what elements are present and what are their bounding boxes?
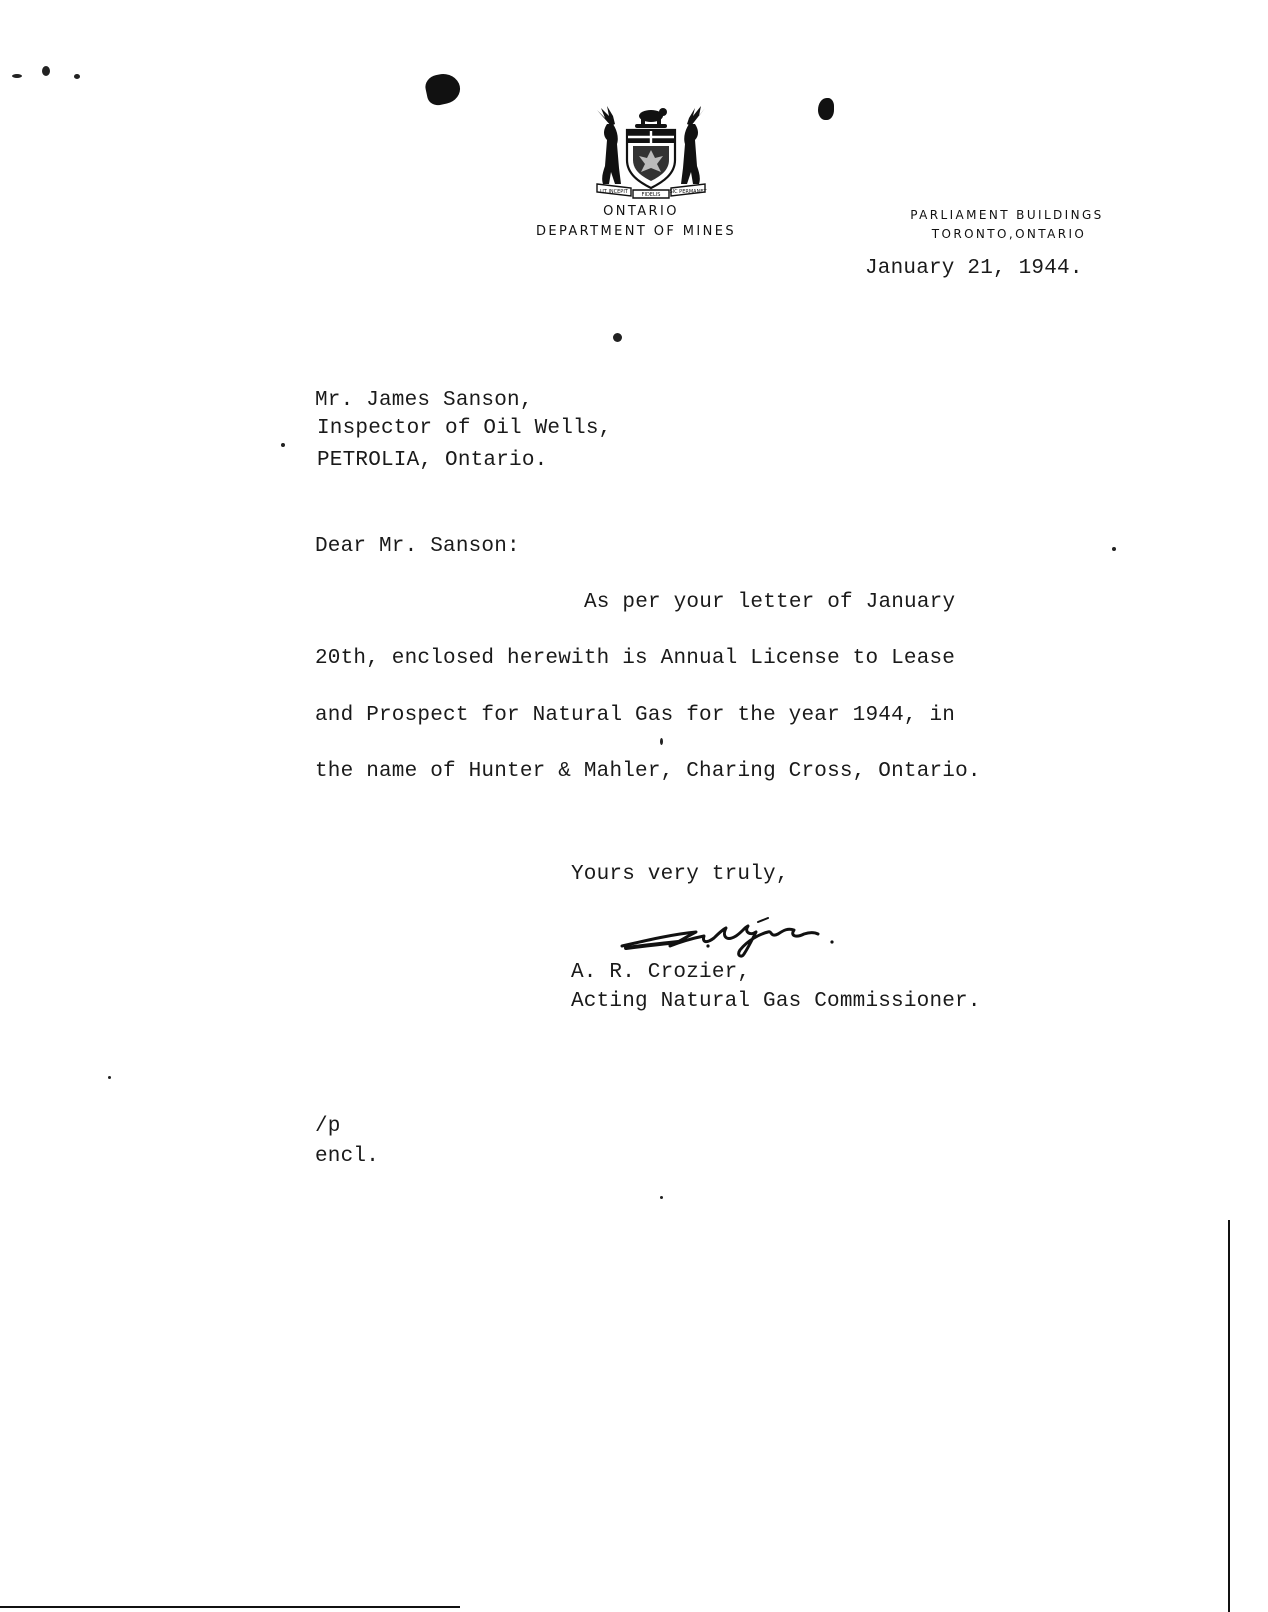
scan-speck-right [1112, 547, 1116, 551]
letter-date: January 21, 1944. [865, 257, 1083, 280]
crest-motto-right: SIC PERMANET [669, 189, 707, 195]
scan-edge-bottom [0, 1606, 460, 1608]
enclosure-notation: encl. [315, 1145, 380, 1168]
scan-speck-center [613, 333, 622, 342]
typist-initials: /p [315, 1115, 341, 1138]
scan-speck-left [281, 443, 285, 447]
recipient-title: Inspector of Oil Wells, [317, 417, 612, 440]
body-line-2: 20th, enclosed herewith is Annual License to Lease [315, 647, 956, 670]
recipient-name: Mr. James Sanson, [315, 389, 533, 412]
recipient-location: PETROLIA, Ontario. [317, 449, 548, 472]
scan-speck-corner [12, 74, 22, 78]
scan-speck-body [660, 738, 663, 745]
scan-speck-corner-3 [74, 74, 80, 79]
ontario-coat-of-arms-icon [591, 104, 711, 204]
body-line-1: As per your letter of January [584, 591, 956, 614]
scan-speck-corner-2 [42, 66, 50, 76]
signer-name: A. R. Crozier, [571, 961, 751, 984]
scan-edge-right [1228, 1220, 1230, 1612]
scan-speck-lower-left [108, 1076, 111, 1079]
letterhead-address-line2: TORONTO,ONTARIO [931, 227, 1087, 241]
letterhead-address-line1: PARLIAMENT BUILDINGS [910, 208, 1104, 222]
handwritten-signature-icon [618, 912, 850, 962]
letterhead-department: DEPARTMENT OF MINES [535, 224, 737, 239]
body-line-3: and Prospect for Natural Gas for the year 1944, in [315, 704, 956, 727]
salutation: Dear Mr. Sanson: [315, 535, 520, 558]
crest-motto-center: FIDELIS [641, 192, 661, 198]
letterhead-province: ONTARIO [603, 204, 679, 219]
crest-motto-left: UT INCEPIT [600, 189, 628, 195]
ink-blot-right [818, 98, 834, 120]
ink-blot-top [423, 71, 462, 107]
signer-title: Acting Natural Gas Commissioner. [571, 990, 981, 1013]
closing: Yours very truly, [571, 863, 789, 886]
scan-speck-lower-center [660, 1196, 663, 1199]
body-line-4: the name of Hunter & Mahler, Charing Cross, Ontario. [315, 760, 981, 783]
